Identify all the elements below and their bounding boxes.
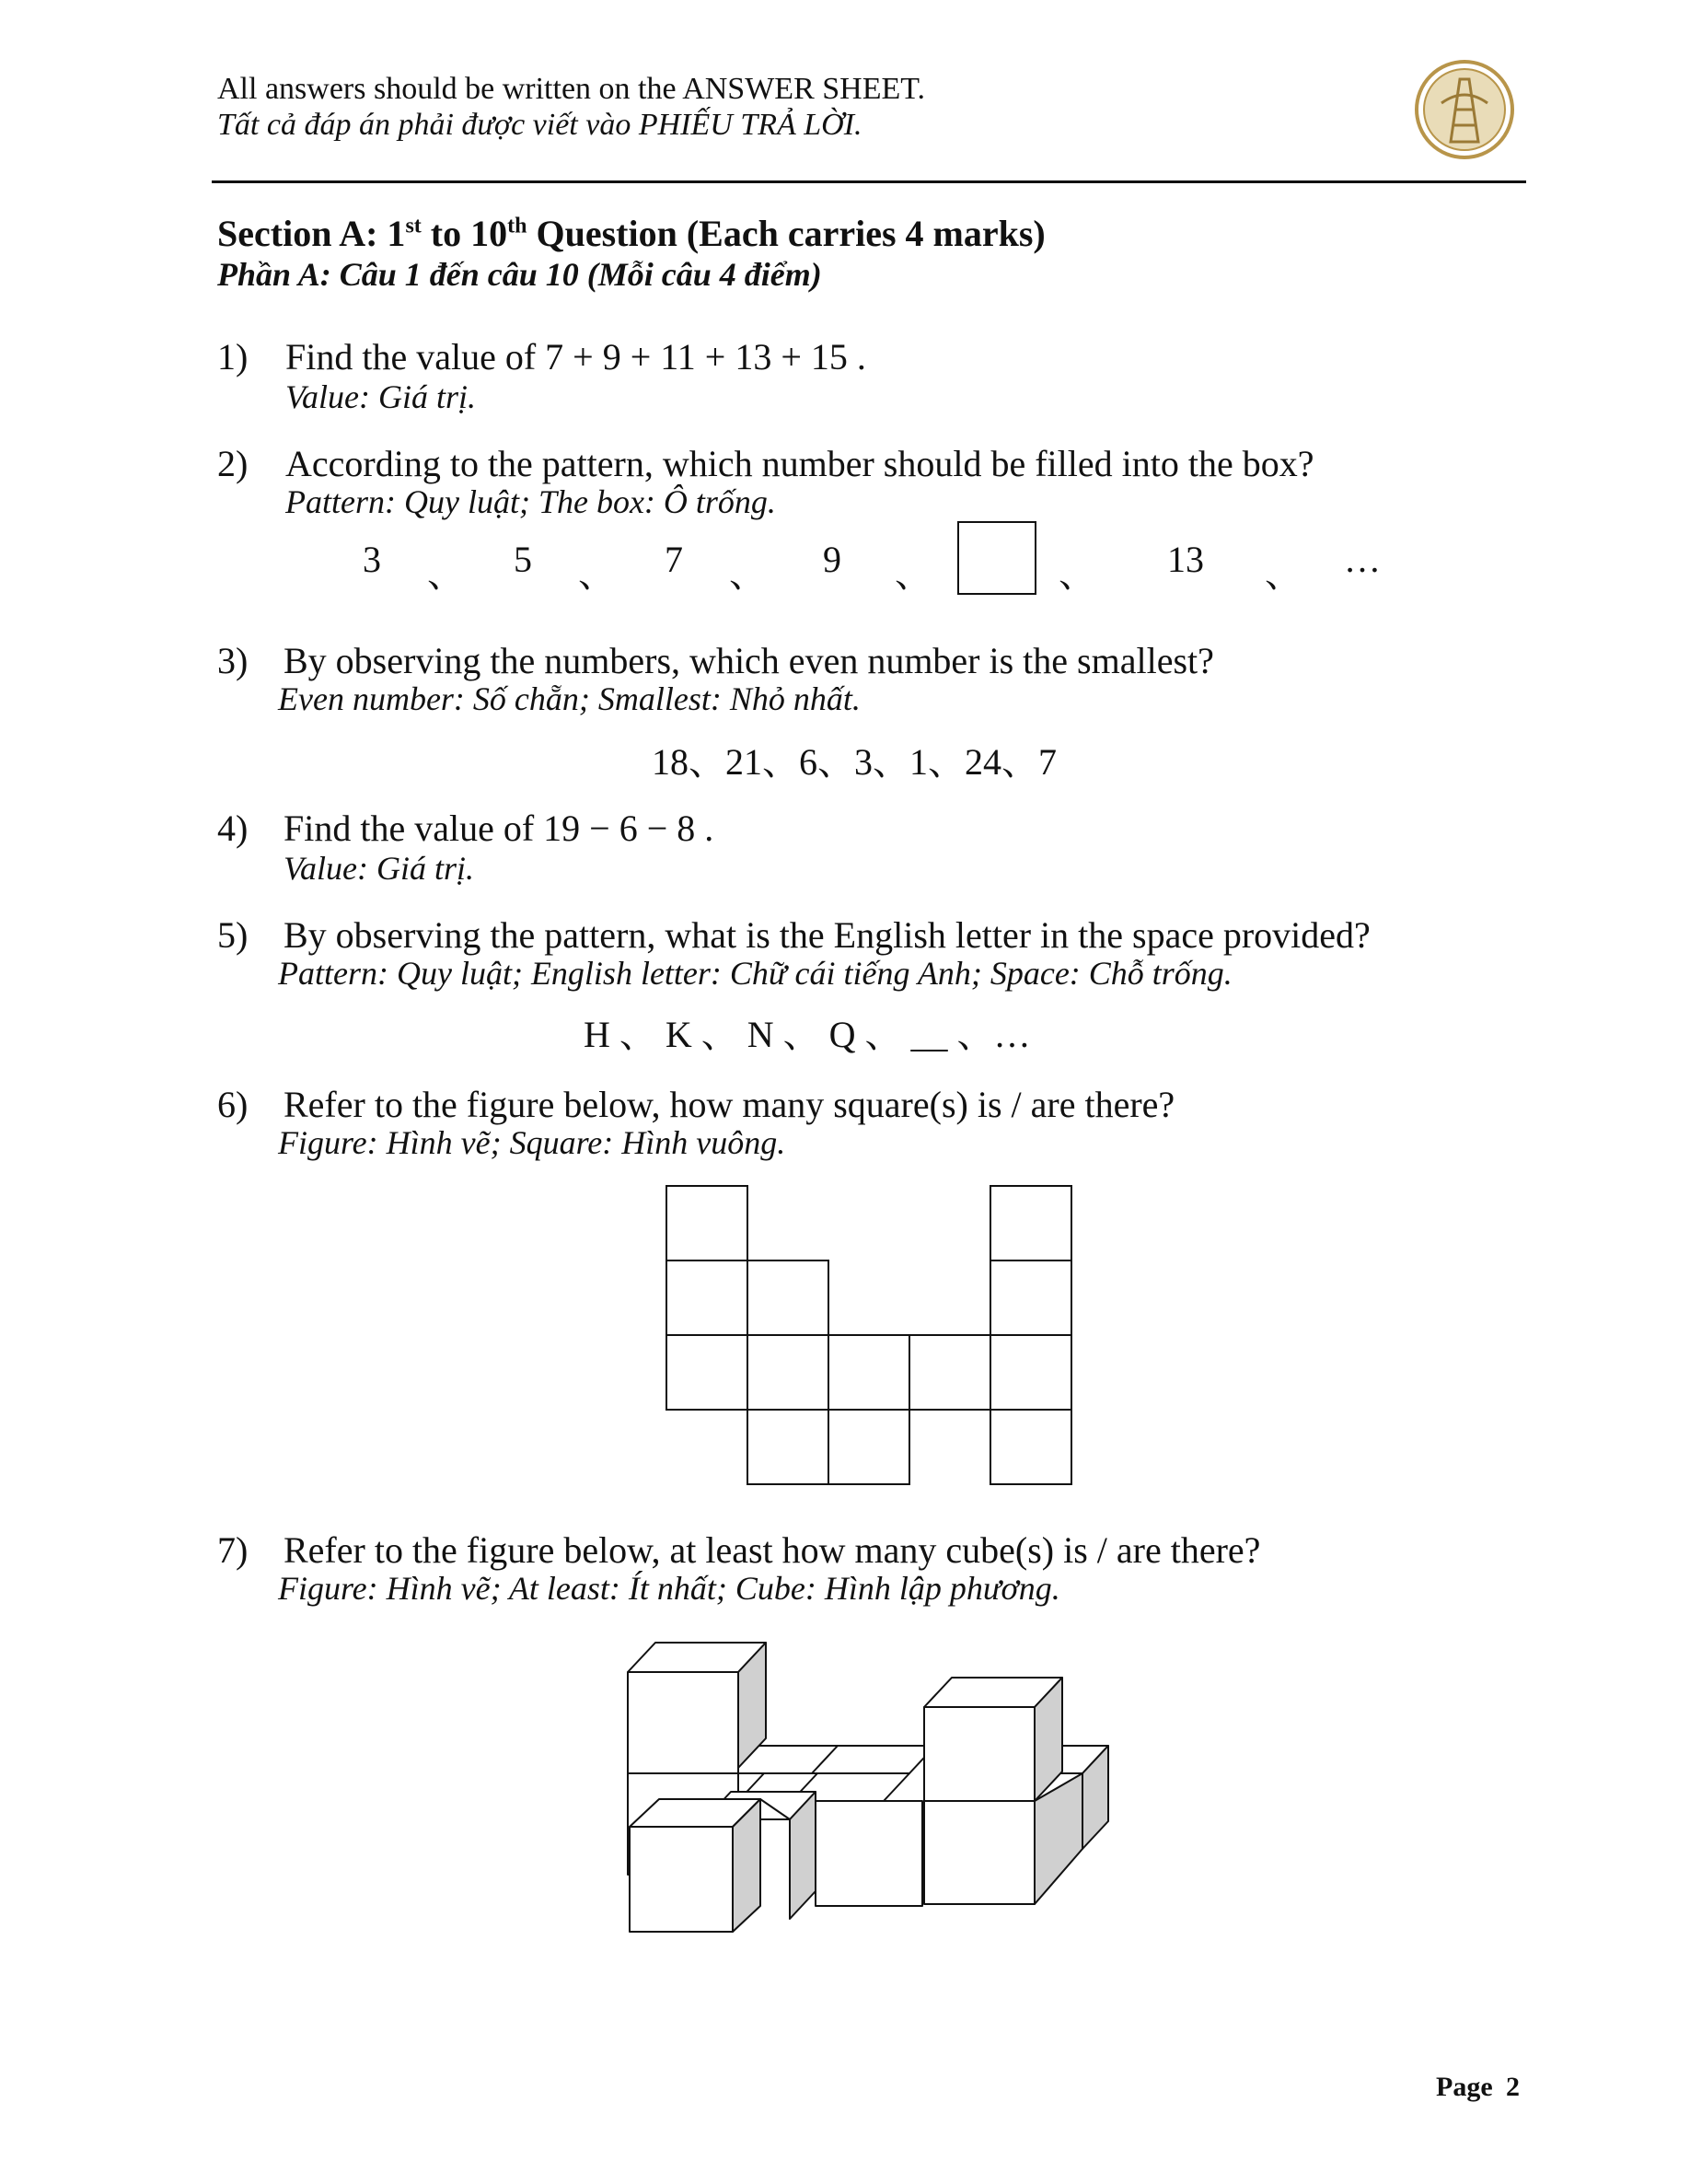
question-text: Refer to the figure below, at least how many cube(s) is / are there? — [284, 1529, 1261, 1571]
question-gloss: Pattern: Quy luật; English letter: Chữ cái tiếng Anh; Space: Chỗ trống. — [278, 955, 1233, 992]
sequence-term: 13 — [1167, 539, 1204, 580]
school-logo — [1414, 59, 1515, 160]
answer-box — [957, 521, 1036, 595]
letter-sequence: H 、 K 、 N 、 Q 、 __ 、… — [584, 1014, 1031, 1055]
section-title: Section A: 1st to 10th Question (Each carries 4 marks) — [217, 213, 1046, 254]
question-gloss: Value: Giá trị. — [284, 850, 474, 887]
squares-figure — [659, 1182, 1077, 1492]
question-text: According to the pattern, which number should be filled into the box? — [285, 443, 1314, 484]
question-text: Find the value of 7 + 9 + 11 + 13 + 15 . — [285, 336, 866, 378]
sequence-separator: 、 — [895, 553, 932, 595]
question-number: 1) — [217, 336, 249, 378]
question-gloss: Even number: Số chẵn; Smallest: Nhỏ nhất. — [278, 680, 861, 717]
question-gloss: Pattern: Quy luật; The box: Ô trống. — [285, 483, 776, 520]
sequence-separator: 、 — [1059, 553, 1095, 595]
number-list: 18、21、6、3、1、24、7 — [652, 741, 1057, 783]
question-number: 4) — [217, 807, 249, 849]
instruction-vietnamese: Tất cả đáp án phải được viết vào PHIẾU TRẢ LỜI. — [217, 108, 862, 142]
sequence-separator: 、 — [427, 553, 464, 595]
sequence-separator: 、 — [578, 553, 615, 595]
cubes-figure — [617, 1630, 1114, 1980]
page-number: 2 — [1506, 2072, 1520, 2102]
page-label: Page — [1436, 2072, 1493, 2102]
question-gloss: Figure: Hình vẽ; Square: Hình vuông. — [278, 1124, 786, 1161]
section-title-vietnamese: Phần A: Câu 1 đến câu 10 (Mỗi câu 4 điểm) — [217, 256, 822, 293]
sequence-separator: 、 — [1265, 553, 1302, 595]
question-gloss: Figure: Hình vẽ; At least: Ít nhất; Cube: Hình lập phương. — [278, 1570, 1060, 1607]
sequence-separator: 、 — [729, 553, 766, 595]
sequence-term: 9 — [823, 539, 841, 580]
question-text: Refer to the figure below, how many square(s) is / are there? — [284, 1084, 1175, 1125]
header-divider — [212, 180, 1526, 183]
sequence-term: 5 — [514, 539, 532, 580]
question-gloss: Value: Giá trị. — [285, 378, 476, 415]
sequence-term: 7 — [665, 539, 683, 580]
question-text: By observing the pattern, what is the English letter in the space provided? — [284, 914, 1371, 956]
sequence-term: 3 — [363, 539, 381, 580]
question-number: 5) — [217, 914, 249, 956]
sequence-ellipsis: … — [1344, 539, 1381, 580]
question-text: By observing the numbers, which even number is the smallest? — [284, 640, 1214, 681]
question-text: Find the value of 19 − 6 − 8 . — [284, 807, 714, 849]
question-number: 6) — [217, 1084, 249, 1125]
question-number: 2) — [217, 443, 249, 484]
instruction-english: All answers should be written on the ANSWER SHEET. — [217, 72, 926, 106]
question-number: 7) — [217, 1529, 249, 1571]
question-number: 3) — [217, 640, 249, 681]
